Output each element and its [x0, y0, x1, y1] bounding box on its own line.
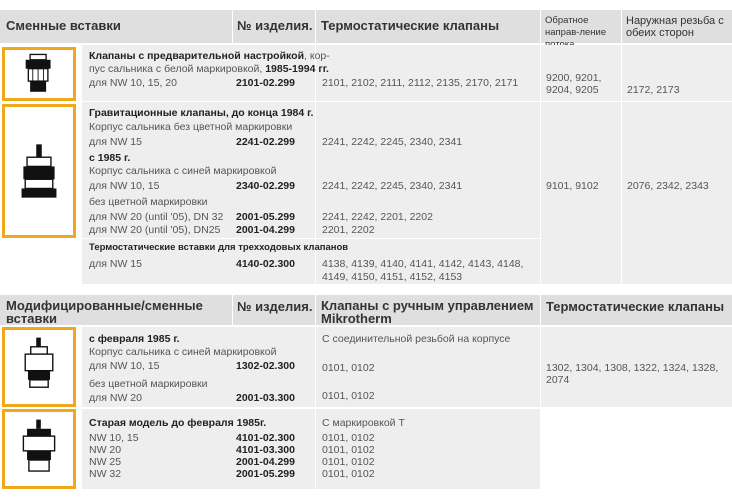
t2-row2-code: 4101-03.300: [236, 444, 295, 456]
row2-sub2: Корпус сальника с синей маркировкой: [89, 165, 277, 177]
table1-header-thread: [622, 10, 732, 43]
table1-header-inserts-label: Сменные вставки: [6, 18, 121, 33]
t2-row1-manual-note: С соединительной резьбой на корпусе: [322, 333, 511, 345]
row2-valves4: 2201, 2202: [322, 224, 375, 236]
row1-code: 2101-02.299: [236, 77, 295, 89]
t2-row2-size: NW 32: [89, 468, 122, 480]
row2-code3: 2001-05.299: [236, 211, 295, 223]
t2-row2-size: NW 20: [89, 444, 122, 456]
t2-row1-no-color: без цветной маркировки: [89, 378, 208, 390]
t2-row1-valves-2: 2074: [546, 374, 570, 386]
row1-thread: 2172, 2173: [627, 84, 680, 96]
table1-header-article-label: № изделия.: [237, 18, 313, 33]
row2-sub: Корпус сальника без цветной маркировки: [89, 121, 293, 133]
row1-years: 1985-1994 гг.: [265, 63, 329, 75]
t2-row1-manual2: 0101, 0102: [322, 390, 375, 402]
valve-insert-icon: [5, 412, 73, 486]
table1-reverse-cell-2: [541, 102, 621, 284]
row2-title: Гравитационные клапаны, до конца 1984 г.: [89, 107, 314, 119]
row2-code2: 2340-02.299: [236, 180, 295, 192]
t2-row2-manual: 0101, 0102: [322, 444, 375, 456]
row3-nw: для NW 15: [89, 258, 142, 270]
t2-row2-code: 2001-05.299: [236, 468, 295, 480]
row2-nw15: для NW 15: [89, 136, 142, 148]
t2-row2-size: NW 10, 15: [89, 432, 139, 444]
t2-row1-code1: 1302-02.300: [236, 360, 295, 372]
row2-reverse: 9101, 9102: [546, 180, 599, 192]
t2-row2-code: 2001-04.299: [236, 456, 295, 468]
row3-valves-1: 4138, 4139, 4140, 4141, 4142, 4143, 4148,: [322, 258, 524, 270]
table1-header-thread-label: Наружная резьба с обеих сторон: [626, 15, 724, 39]
t2-row1-code2: 2001-03.300: [236, 392, 295, 404]
table1-header-reverse: [541, 10, 621, 43]
row2-code4: 2001-04.299: [236, 224, 295, 236]
table2-header-article-label: № изделия.: [237, 299, 313, 314]
valve-insert-icon: [5, 107, 73, 235]
row1-reverse-1: 9200, 9201,: [546, 72, 602, 84]
t2-row2-manual: 0101, 0102: [322, 432, 375, 444]
row1-title: Клапаны с предварительной настройкой: [89, 50, 305, 62]
row1-line1: [89, 50, 330, 63]
table2-header-inserts-2: вставки: [6, 311, 57, 326]
table2-header-valves: [541, 295, 732, 325]
row2-valves2: 2241, 2242, 2245, 2340, 2341: [322, 180, 463, 192]
t2-row2-manual-note: С маркировкой Т: [322, 417, 405, 429]
row2-code1: 2241-02.299: [236, 136, 295, 148]
table1-header-valves: [316, 10, 540, 43]
row2-thread: 2076, 2342, 2343: [627, 180, 709, 192]
row3-title: Термостатические вставки для трехходовых клапанов: [89, 242, 349, 253]
t2-row1-sub: Корпус сальника с синей маркировкой: [89, 346, 277, 358]
table2-header-valves-label: Термостатические клапаны: [546, 299, 725, 314]
valve-insert-icon: [5, 330, 73, 404]
row2-nw1015: для NW 10, 15: [89, 180, 160, 192]
row3-valves-2: 4149, 4150, 4151, 4152, 4153: [322, 271, 463, 283]
table2-header-article: [233, 295, 315, 325]
insert-image-preset: [2, 47, 76, 101]
table1-header-inserts: [0, 10, 232, 43]
table2-header-inserts-1: Модифицированные/сменные: [6, 298, 203, 313]
t2-row2-manual: 0101, 0102: [322, 456, 375, 468]
table1-header-reverse-label: Обратное направ-ление: [545, 15, 607, 38]
table1-header-valves-label: Термостатические клапаны: [321, 18, 500, 33]
t2-row2-title: Старая модель до февраля 1985г.: [89, 417, 267, 429]
row1-line3: для NW 10, 15, 20: [89, 77, 177, 89]
row1-line2-start: пус сальника с белой маркировкой,: [89, 63, 266, 75]
row3-code: 4140-02.300: [236, 258, 295, 270]
insert-image-old: [2, 409, 76, 489]
t2-row1-title: с февраля 1985 г.: [89, 333, 180, 345]
table2-header-manual-1: Клапаны с ручным управлением: [321, 298, 534, 313]
t2-row1-manual1: 0101, 0102: [322, 362, 375, 374]
valve-insert-icon: [5, 50, 73, 98]
table2-header-manual: [316, 295, 540, 325]
row2-year: с 1985 г.: [89, 152, 131, 164]
row1-title-rest: , кор-: [304, 50, 330, 62]
table1-valves-cell-1: [316, 45, 540, 101]
row2-nw20b: для NW 20 (until '05), DN25: [89, 224, 221, 236]
t2-row1-nw20: для NW 20: [89, 392, 142, 404]
insert-image-modified: [2, 327, 76, 407]
table2-header-inserts: [0, 295, 232, 325]
table1-thread-cell-2: [622, 102, 732, 284]
t2-row2-code: 4101-02.300: [236, 432, 295, 444]
row1-line2: [89, 63, 329, 76]
t2-row1-valves-1: 1302, 1304, 1308, 1322, 1324, 1328,: [546, 362, 719, 374]
table2-header-manual-2: Mikrotherm: [321, 311, 392, 326]
t2-row2-manual: 0101, 0102: [322, 468, 375, 480]
row2-no-color: без цветной маркировки: [89, 196, 208, 208]
row2-valves3: 2241, 2242, 2201, 2202: [322, 211, 433, 223]
t2-row1-nw: для NW 10, 15: [89, 360, 160, 372]
table1-header-article: [233, 10, 315, 43]
row2-valves1: 2241, 2242, 2245, 2340, 2341: [322, 136, 463, 148]
row2-nw20: для NW 20 (until '05), DN 32: [89, 211, 224, 223]
row1-valves: 2101, 2102, 2111, 2112, 2135, 2170, 2171: [322, 77, 519, 89]
t2-row2-size: NW 25: [89, 456, 122, 468]
row1-reverse-2: 9204, 9205: [546, 84, 599, 96]
insert-image-gravity: [2, 104, 76, 238]
